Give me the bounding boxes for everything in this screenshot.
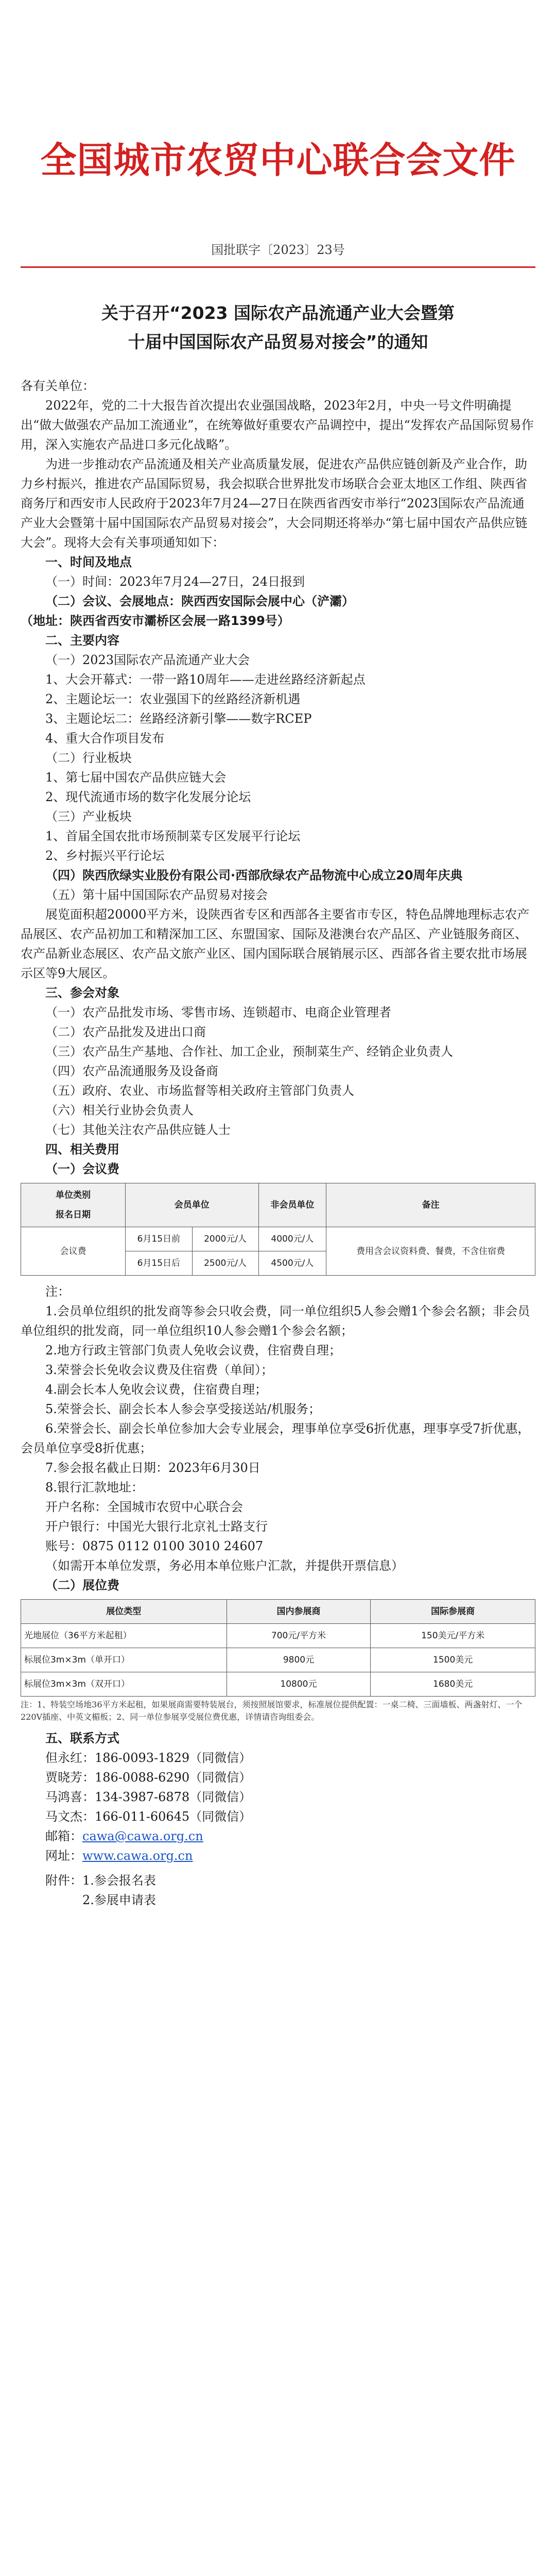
- contact-item: 马文杰：166-011-60645（同微信）: [45, 1809, 252, 1824]
- meeting-time: （一）时间：2023年7月24—27日，24日报到: [45, 574, 305, 589]
- list-item: （四）农产品流通服务及设备商: [45, 1064, 218, 1078]
- fee-note: 7.参会报名截止日期：2023年6月30日: [45, 1461, 260, 1475]
- paragraph: 2022年，党的二十大报告首次提出农业强国战略，2023年2月，中央一号文件明确提出“做大做强农产品加工流通业”，在统筹做好重要农产品调控中，提出“发挥农产品国际贸易作用，深入实施农产品进口多元化战略”。: [21, 398, 534, 452]
- paragraph: 展览面积超20000平方米，设陕西省专区和西部各主要省市专区，特色品牌地理标志农产品展区、农产品初加工和精深加工区、东盟国家、国际及港澳台农产品区、产业链服务商区、农产品新业态展区、农产品文旅产业区、国内国际联合展销展示区、西部各省主要农批市场展示区等9大展区。: [21, 907, 530, 980]
- bank-payee: 开户名称：全国城市农贸中心联合会: [45, 1500, 243, 1514]
- sub-heading: （一）会议费: [45, 1162, 119, 1176]
- table-cell: 9800元: [227, 1648, 371, 1672]
- list-item: 3、主题论坛二：丝路经济新引擎——数字RCEP: [45, 711, 312, 726]
- fee-note: 1.会员单位组织的批发商等参会只收会费，同一单位组织5人参会赠1个参会名额；非会员单位组织的批发商，同一单位组织10人参会赠1个参会名额；: [21, 1304, 530, 1338]
- list-item: （六）相关行业协会负责人: [45, 1103, 194, 1117]
- website-link[interactable]: www.cawa.org.cn: [82, 1849, 193, 1863]
- list-item: （七）其他关注农产品供应链人士: [45, 1123, 231, 1137]
- fee-note: 3.荣誉会长免收会议费及住宿费（单间）；: [45, 1363, 273, 1377]
- list-item: 1、第七届中国农产品供应链大会: [45, 770, 227, 785]
- fee-note: 8.银行汇款地址：: [45, 1480, 144, 1495]
- fee-note: 6.荣誉会长、副会长单位参加大会专业展会，理事单位享受6折优惠，理事享受7折优惠，会员单位享受8折优惠；: [21, 1421, 530, 1455]
- section-heading: 四、相关费用: [45, 1142, 119, 1157]
- bank-account: 账号：0875 0112 0100 3010 24607: [45, 1539, 264, 1553]
- table-cell: 2000元/人: [192, 1227, 258, 1251]
- table-header: 备注: [326, 1183, 535, 1227]
- meeting-venue: （二）会议、会展地点：陕西西安国际会展中心（浐灞）: [45, 594, 354, 608]
- paragraph: 为进一步推动农产品流通及相关产业高质量发展，促进农产品供应链创新及产业合作，助力乡村振兴，推进农产品国际贸易，我会拟联合世界批发市场联合会亚太地区工作组、陕西省商务厅和西安市人民政府于2023年7月24—27日在陕西省西安市举行“2023国际农产品流通产业大会暨第十届中国国际农产品贸易对接会”，大会同期还将举办“第七届中国农产品供应链大会”。现将大会有关事项通知如下：: [21, 457, 528, 550]
- list-item: 4、重大合作项目发布: [45, 731, 165, 745]
- list-item: 2、乡村振兴平行论坛: [45, 849, 165, 863]
- table-cell: 费用含会议资料费、餐费，不含住宿费: [326, 1227, 535, 1276]
- sub-heading: （二）展位费: [45, 1578, 119, 1592]
- meeting-address: （地址：陕西省西安市灞桥区会展一路1399号）: [21, 614, 290, 628]
- list-item: （五）政府、农业、市场监督等相关政府主管部门负责人: [45, 1083, 354, 1098]
- notice-title: [21, 299, 535, 357]
- table-header: 国内参展商: [227, 1600, 371, 1624]
- invoice-note: （如需开本单位发票，务必用本单位账户汇款，并提供开票信息）: [45, 1558, 404, 1573]
- table-header: 非会员单位: [258, 1183, 326, 1227]
- notes-label: 注：: [45, 1284, 70, 1299]
- contact-item: 马鸿喜：134-3987-6878（同微信）: [45, 1790, 252, 1804]
- table-cell: 4500元/人: [258, 1251, 326, 1276]
- table-cell: 150美元/平方米: [371, 1624, 535, 1648]
- section-heading: 三、参会对象: [45, 986, 119, 1000]
- red-divider: [21, 266, 535, 268]
- table-row: [21, 1672, 535, 1697]
- table-cell: 1680美元: [371, 1672, 535, 1697]
- table-header: 会员单位: [126, 1183, 259, 1227]
- table-cell: 6月15日后: [126, 1251, 193, 1276]
- notice-body: [21, 376, 535, 1910]
- table-cell: 光地展位（36平方米起租）: [21, 1624, 227, 1648]
- table-cell: 会议费: [21, 1227, 126, 1276]
- list-item: （二）农产品批发及进出口商: [45, 1025, 206, 1039]
- table-cell: 标展位3m×3m（双开口）: [21, 1672, 227, 1697]
- contact-email: 邮箱：cawa@cawa.org.cn: [45, 1829, 203, 1843]
- fee-note: 4.副会长本人免收会议费，住宿费自理；: [45, 1382, 267, 1397]
- contact-item: 但永红：186-0093-1829（同微信）: [45, 1751, 252, 1765]
- table-cell: 1500美元: [371, 1648, 535, 1672]
- list-item: 1、大会开幕式：一带一路10周年——走进丝路经济新起点: [45, 672, 366, 687]
- meeting-fee-table: [21, 1183, 535, 1276]
- list-item: 2、现代流通市场的数字化发展分论坛: [45, 790, 251, 804]
- attachment-item: 附件：1.参会报名表: [45, 1873, 156, 1888]
- sub-heading: （三）产业板块: [45, 809, 132, 824]
- table-header: 国际参展商: [371, 1600, 535, 1624]
- attachment-item: 2.参展申请表: [82, 1893, 156, 1907]
- section-heading: 一、时间及地点: [45, 555, 132, 569]
- salutation: 各有关单位：: [21, 379, 95, 393]
- section-heading: 五、联系方式: [45, 1731, 119, 1745]
- list-item: （一）农产品批发市场、零售市场、连锁超市、电商企业管理者: [45, 1005, 391, 1020]
- table-cell: 4000元/人: [258, 1227, 326, 1251]
- table-header: 展位类型: [21, 1600, 227, 1624]
- table-cell: 6月15日前: [126, 1227, 193, 1251]
- booth-note: 注：1、特装空场地36平方米起租，如果展商需要特装展台，须按照展馆要求，标准展位提供配置：一桌二椅、三面墙板、两盏射灯、一个220V插座、中英文楣板；2、同一单位参展享受展位费优惠，详情请咨询组委会。: [21, 1700, 523, 1722]
- bank-name: 开户银行：中国光大银行北京礼士路支行: [45, 1519, 268, 1534]
- list-item: （三）农产品生产基地、合作社、加工企业，预制菜生产、经销企业负责人: [45, 1044, 453, 1059]
- sub-heading: （五）第十届中国国际农产品贸易对接会: [45, 888, 268, 902]
- table-row: [21, 1648, 535, 1672]
- contact-web: 网址：www.cawa.org.cn: [45, 1849, 193, 1863]
- section-heading: 二、主要内容: [45, 633, 119, 648]
- notice-title-line2: 十届中国国际农产品贸易对接会”的通知: [128, 332, 428, 352]
- booth-fee-table: [21, 1599, 535, 1697]
- table-row: [21, 1227, 535, 1251]
- table-cell: 10800元: [227, 1672, 371, 1697]
- list-item: 2、主题论坛一：农业强国下的丝路经济新机遇: [45, 692, 301, 706]
- notice-title-line1: 关于召开“2023 国际农产品流通产业大会暨第: [101, 303, 455, 323]
- doc-number: 国批联字〔2023〕23号: [211, 243, 345, 257]
- email-link[interactable]: cawa@cawa.org.cn: [82, 1829, 203, 1843]
- sub-heading: （四）陕西欣绿实业股份有限公司·西部欣绿农产品物流中心成立20周年庆典: [45, 868, 463, 883]
- table-header: 单位类别 报名日期: [21, 1183, 126, 1227]
- org-title: 全国城市农贸中心联合会文件: [40, 139, 516, 181]
- sub-heading: （一）2023国际农产品流通产业大会: [45, 653, 250, 667]
- list-item: 1、首届全国农批市场预制菜专区发展平行论坛: [45, 829, 301, 843]
- fee-note: 5.荣誉会长、副会长本人参会享受接送站/机服务；: [45, 1402, 321, 1416]
- table-cell: 700元/平方米: [227, 1624, 371, 1648]
- fee-note: 2.地方行政主管部门负责人免收会议费，住宿费自理；: [45, 1343, 341, 1358]
- table-cell: 2500元/人: [192, 1251, 258, 1276]
- sub-heading: （二）行业板块: [45, 751, 132, 765]
- table-row: [21, 1624, 535, 1648]
- table-cell: 标展位3m×3m（单开口）: [21, 1648, 227, 1672]
- contact-item: 贾晓芳：186-0088-6290（同微信）: [45, 1770, 252, 1785]
